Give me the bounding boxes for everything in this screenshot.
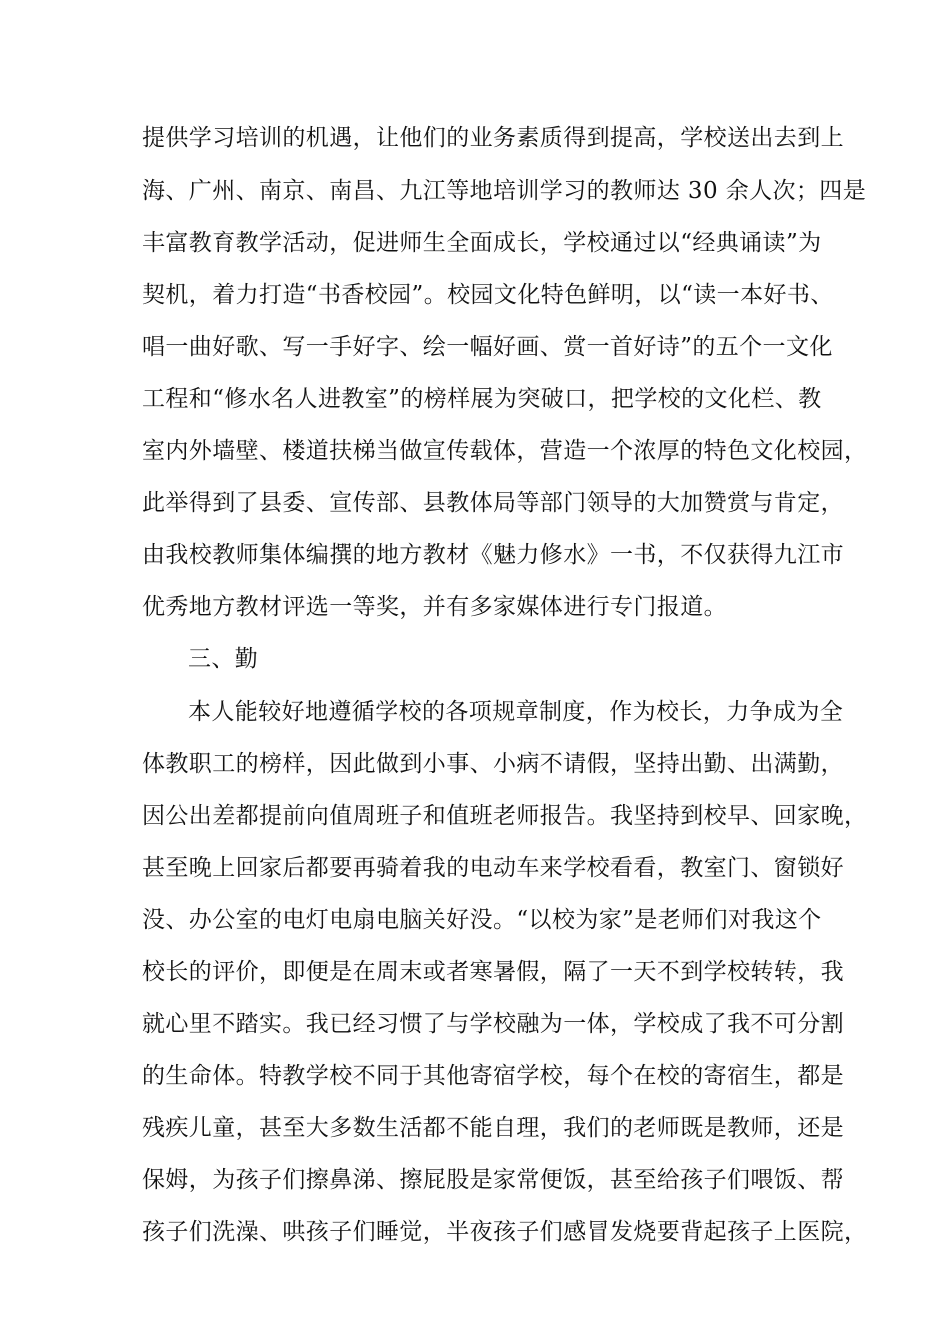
text-line: 没、办公室的电灯电扇电脑关好没。“以校为家”是老师们对我这个: [142, 907, 822, 933]
text-line: 工程和“修水名人进教室”的榜样展为突破口，把学校的文化栏、教: [142, 386, 822, 412]
text-line: 本人能较好地遵循学校的各项规章制度，作为校长，力争成为全: [188, 699, 844, 725]
text-line: 丰富教育教学活动，促进师生全面成长，学校通过以“经典诵读”为: [142, 230, 822, 256]
text-line: 优秀地方教材评选一等奖，并有多家媒体进行专门报道。: [142, 594, 727, 620]
text-line: 由我校教师集体编撰的地方教材《魅力修水》一书，不仅获得九江市: [142, 542, 844, 568]
text-line: 的生命体。特教学校不同于其他寄宿学校，每个在校的寄宿生，都是: [142, 1063, 844, 1089]
text-line: 提供学习培训的机遇，让他们的业务素质得到提高，学校送出去到上: [142, 125, 844, 151]
text-line: 海、广州、南京、南昌、九江等地培训学习的教师达 30 余人次；四是: [142, 178, 867, 204]
text-line: 因公出差都提前向值周班子和值班老师报告。我坚持到校早、回家晚，: [142, 803, 868, 829]
text-line: 就心里不踏实。我已经习惯了与学校融为一体，学校成了我不可分割: [142, 1011, 844, 1037]
text-line: 唱一曲好歌、写一手好字、绘一幅好画、赏一首好诗”的五个一文化: [142, 334, 833, 360]
text-line: 体教职工的榜样，因此做到小事、小病不请假，坚持出勤、出满勤，: [142, 751, 844, 777]
text-line: 甚至晚上回家后都要再骑着我的电动车来学校看看，教室门、窗锁好: [142, 855, 844, 881]
text-line: 残疾儿童，甚至大多数生活都不能自理，我们的老师既是教师，还是: [142, 1115, 844, 1141]
text-line: 此举得到了县委、宣传部、县教体局等部门领导的大加赞赏与肯定，: [142, 490, 844, 516]
section-heading: 三、勤: [188, 646, 259, 672]
text-line: 契机，着力打造“书香校园”。校园文化特色鲜明，以“读一本好书、: [142, 282, 834, 308]
text-line: 室内外墙壁、楼道扶梯当做宣传载体，营造一个浓厚的特色文化校园，: [142, 438, 868, 464]
text-line: 孩子们洗澡、哄孩子们睡觉，半夜孩子们感冒发烧要背起孩子上医院，: [142, 1219, 868, 1245]
text-line: 校长的评价，即便是在周末或者寒暑假，隔了一天不到学校转转，我: [142, 959, 844, 985]
text-line: 保姆，为孩子们擦鼻涕、擦屁股是家常便饭，甚至给孩子们喂饭、帮: [142, 1167, 844, 1193]
